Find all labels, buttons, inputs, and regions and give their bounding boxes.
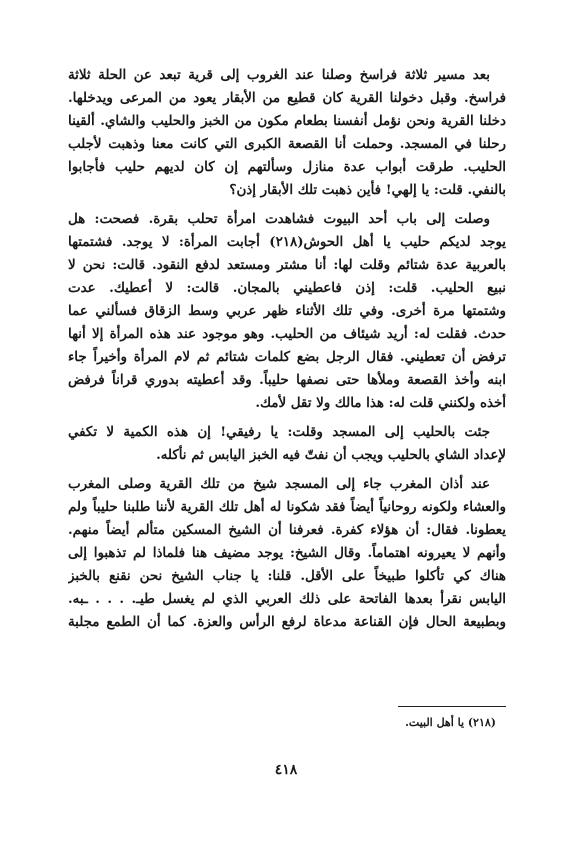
footnote: (٢١٨) يا أهل البيت. [405, 716, 496, 729]
text-line: لإعداد الشاي بالحليب ويجب أن نفتّ فيه الخبز اليابس ثم نأكله. [156, 447, 506, 463]
page-body [68, 64, 506, 640]
text-line: يوجد لديكم حليب يا أهل الحوش(٢١٨) أجابت المرأة: لا يوجد. فشتمتها [68, 234, 506, 250]
text-line: يعطونا. فقال: أن هؤلاء كفرة. فعرفنا أن الشيخ المسكين متألم أيضاً منهم. [68, 522, 506, 538]
text-line: ترفض أن تعطيني. فقال الرجل بضع كلمات شتائم ثم لام المرأة وأخيراً جاء [68, 349, 506, 365]
text-line: بالنفي. قلت: يا إلهي! فأين ذهبت تلك الأبقار إذن؟ [229, 182, 506, 198]
text-line: وبطبيعة الحال فإن القناعة مدعاة لرفع الرأس والعزة. كما أن الطمع مجلبة [68, 614, 506, 630]
text-line: هناك كي تأكلوا طبيخاً على الأقل. قلنا: يا جناب الشيخ نحن نقنع بالخبز [68, 568, 506, 584]
text-line: الحليب. طرقت أبواب عدة منازل وسألتهم إن كان لديهم حليب فأجابوا [68, 159, 506, 175]
text-line: حدث. فقلت له: أريد شيئاف من الحليب. وهو موجود عند هذه المرأة إلا أنها [68, 326, 506, 342]
text-line: رحلنا في المسجد. وحملت أنا القصعة الكبرى التي كانت معنا وذهبت لأجلب [68, 136, 506, 152]
text-line: عند أذان المغرب جاء إلى المسجد شيخ من تلك القرية وصلى المغرب [68, 476, 490, 492]
text-line: بالعربية عدة شتائم وقلت لها: أنا مشتر ومستعد لدفع النقود. قالت: نحن لا [68, 257, 506, 273]
text-line: أخذه ولكنني قلت له: هذا مالك ولا تقل لأمك. [255, 395, 506, 411]
text-line: وأنهم لا يعيرونه اهتماماً. وقال الشيخ: يوجد مضيف هنا فلماذا لم تذهبوا إلى [68, 545, 506, 561]
paragraph-2 [68, 208, 506, 415]
paragraph-4 [68, 473, 506, 634]
page-number: ٤١٨ [274, 762, 298, 778]
text-line: فراسخ. وقبل دخولنا القرية كان قطيع من الأبقار يعود من المرعى ويدخلها. [68, 90, 506, 106]
text-line: اليابس نقرأ بعدها الفاتحة على ذلك العربي الذي لم يغسل طيـ. . . . ـبه. [68, 591, 506, 607]
paragraph-1 [68, 64, 506, 202]
text-line: ابنه وأخذ القصعة وملأها حتى نصفها حليباً. وقد أعطيته بدوري قراناً فرفض [68, 372, 506, 388]
text-line: وشتمتها مرة أخرى. وفي تلك الأثناء ظهر عربي وسط الزقاق فسألني عما [68, 303, 506, 319]
text-line: وصلت إلى باب أحد البيوت فشاهدت امرأة تحلب بقرة. فصحت: هل [68, 211, 490, 227]
text-line: والعشاء ولكونه روحانياً أيضاً فقد شكونا له أهل تلك القرية لأننا طلبنا حليباً ولم [68, 499, 506, 515]
text-line: جئت بالحليب إلى المسجد وقلت: يا رفيقي! إن هذه الكمية لا تكفي [68, 424, 490, 440]
footnote-divider [398, 706, 506, 707]
text-line: بعد مسير ثلاثة فراسخ وصلنا عند الغروب إلى قرية تبعد عن الحلة ثلاثة [68, 67, 490, 83]
paragraph-3 [68, 421, 506, 467]
text-line: نبيع الحليب. قلت: إذن فاعطيني بالمجان. قالت: لا أعطيك. عدت [68, 280, 506, 296]
text-line: دخلنا القرية ونحن نؤمل أنفسنا بطعام مكون من الخبز والحليب والشاي. ألقينا [68, 113, 506, 129]
